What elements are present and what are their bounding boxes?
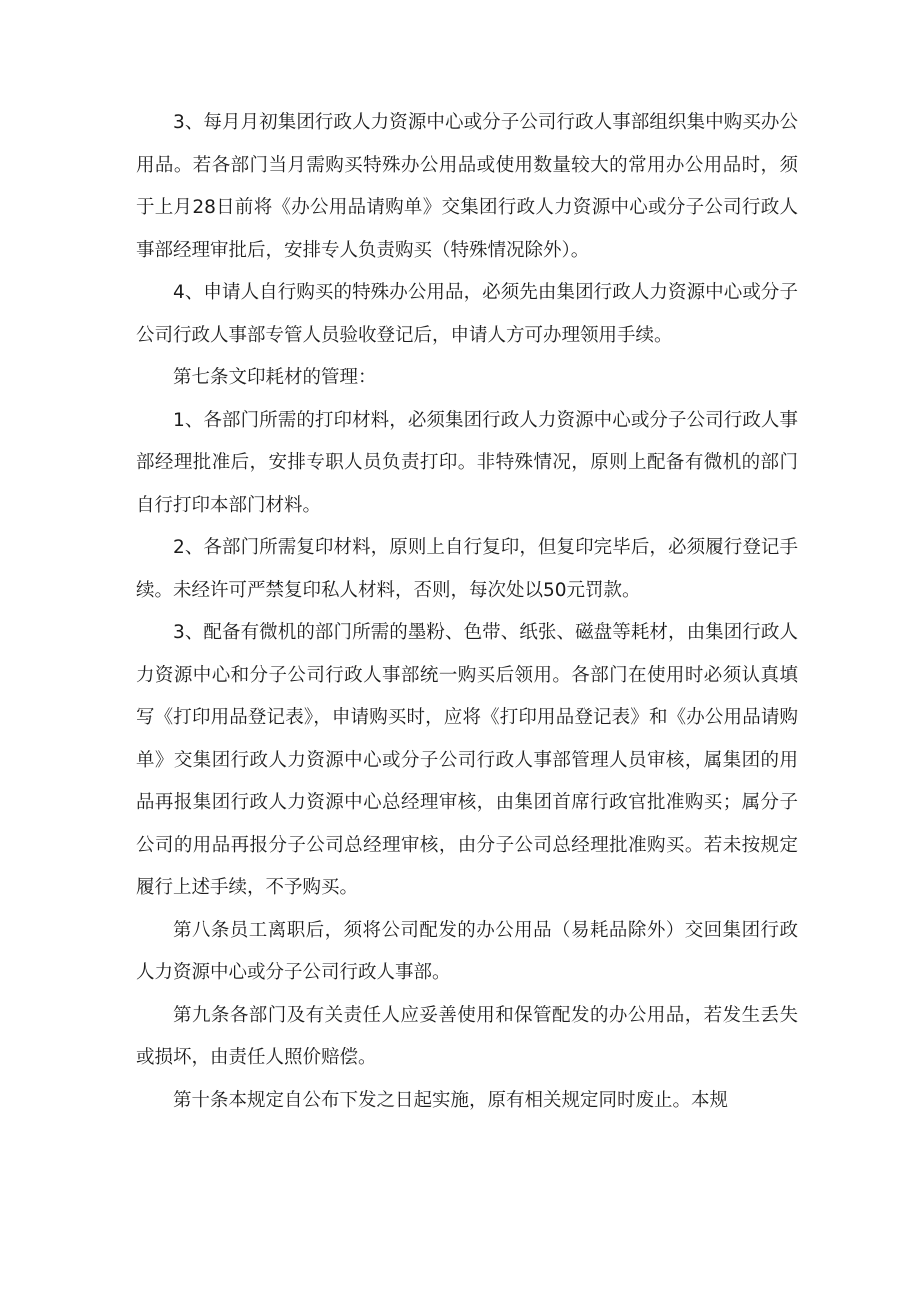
article-9-paragraph: 第九条各部门及有关责任人应妥善使用和保管配发的办公用品，若发生丢失或损坏，由责任人照价赔偿。	[136, 1004, 798, 1068]
paragraph-item-3-purchase: 3、每月月初集团行政人力资源中心或分子公司行政人事部组织集中购买办公用品。若各部门当月需购买特殊办公用品或使用数量较大的常用办公用品时，须于上月28日前将《办公用品请购单》交集团行政人力资源中心或分子公司行政人事部经理审批后，安排专人负责购买（特殊情况除外）。	[136, 112, 798, 261]
paragraph-item-4-self-purchase: 4、申请人自行购买的特殊办公用品，必须先由集团行政人力资源中心或分子公司行政人事部专管人员验收登记后，申请人方可办理领用手续。	[136, 282, 798, 346]
paragraph-item-1-printing: 1、各部门所需的打印材料，必须集团行政人力资源中心或分子公司行政人事部经理批准后，安排专职人员负责打印。非特殊情况，原则上配备有微机的部门自行打印本部门材料。	[136, 409, 798, 516]
article-7-heading: 第七条文印耗材的管理：	[173, 367, 377, 388]
paragraph-item-2-copying: 2、各部门所需复印材料，原则上自行复印，但复印完毕后，必须履行登记手续。未经许可严禁复印私人材料，否则，每次处以50元罚款。	[136, 537, 798, 601]
document-body	[136, 102, 798, 1122]
article-10-paragraph: 第十条本规定自公布下发之日起实施，原有相关规定同时废止。本规	[173, 1089, 729, 1111]
paragraph-item-3-consumables: 3、配备有微机的部门所需的墨粉、色带、纸张、磁盘等耗材，由集团行政人力资源中心和分子公司行政人事部统一购买后领用。各部门在使用时必须认真填写《打印用品登记表》，申请购买时，应将《打印用品登记表》和《办公用品请购单》交集团行政人力资源中心或分子公司行政人事部管理人员审核，属集团的用品再报集团行政人力资源中心总经理审核，由集团首席行政官批准购买；属分子公司的用品再报分子公司总经理审核，由分子公司总经理批准购买。若未按规定履行上述手续，不予购买。	[136, 622, 798, 898]
article-8-paragraph: 第八条员工离职后，须将公司配发的办公用品（易耗品除外）交回集团行政人力资源中心或分子公司行政人事部。	[136, 919, 798, 983]
